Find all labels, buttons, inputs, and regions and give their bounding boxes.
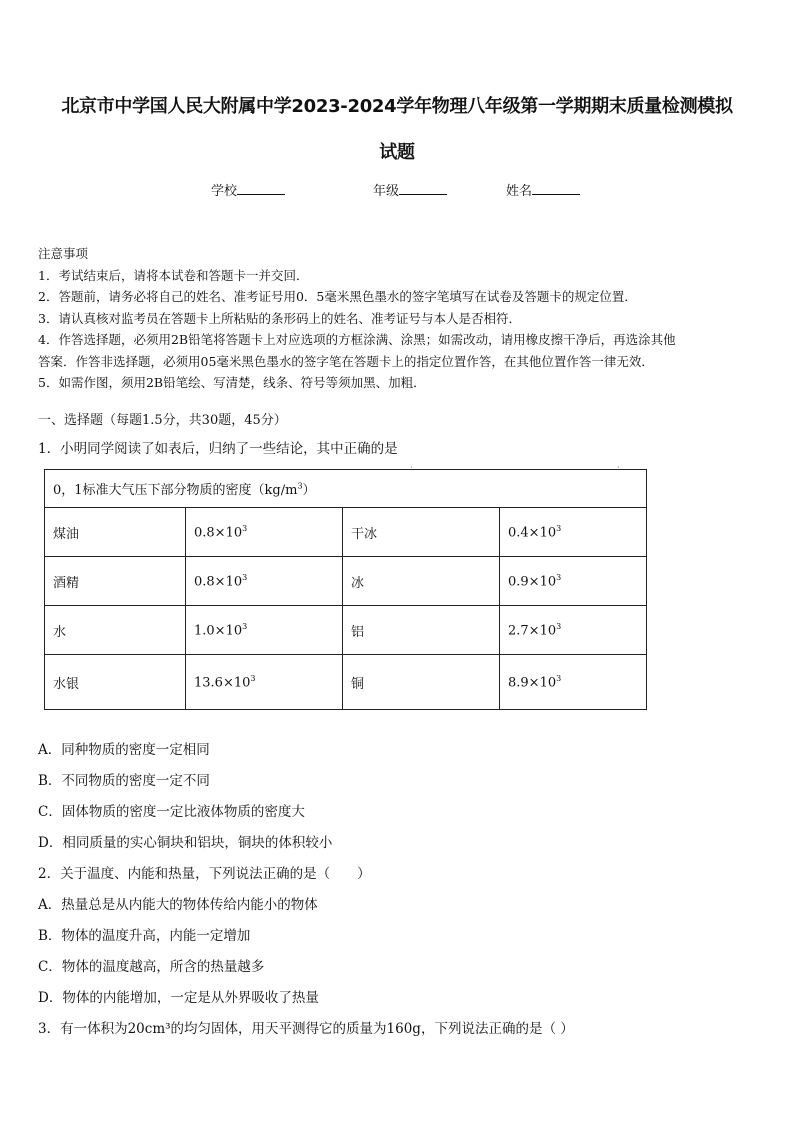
exam-title-line1: 北京市中学国人民大附属中学2023-2024学年物理八年级第一学期期末质量检测模拟 [61,96,733,117]
q2-option-b[interactable]: B．物体的温度升高，内能一定增加 [38,928,251,944]
substance-cell: 煤油 [45,508,186,557]
density-table [44,469,647,710]
density-cell: $13.6\times 10^3$ [186,655,343,710]
substance-cell: 酒精 [45,557,186,606]
grade-field[interactable] [373,180,447,199]
notes-heading: 注意事项 [38,246,89,261]
grade-label: 年级 [373,184,400,199]
question-3-stem: 3．有一体积为20cm³的均匀固体，用天平测得它的质量为160g，下列说法正确的是（ ） [38,1021,574,1037]
density-cell: $1.0\times 10^3$ [186,606,343,655]
section-heading: 一、选择题（每题1.5分，共30题，45分） [38,413,287,428]
note-item-4: 4．作答选择题，必须用2B铅笔将答题卡上对应选项的方框涂满、涂黑；如需改动，请用橡皮擦干净后，再选涂其他 [38,332,676,347]
question-2-stem: 2．关于温度、内能和热量，下列说法正确的是（ ） [38,866,371,882]
q1-option-d[interactable]: D．相同质量的实心铜块和铝块，铜块的体积较小 [38,835,333,851]
exam-title-line2: 试题 [379,142,415,163]
q2-option-c[interactable]: C．物体的温度越高，所含的热量越多 [38,959,265,975]
table-row [45,655,647,710]
note-item-3: 3．请认真核对监考员在答题卡上所粘贴的条形码上的姓名、准考证号与本人是否相符． [38,310,521,326]
substance-cell: 干冰 [343,508,500,557]
name-label: 姓名 [506,184,533,199]
density-cell: $0.9\times 10^3$ [500,557,647,606]
density-cell: $0.8\times 10^3$ [186,508,343,557]
scan-dot: · [410,463,413,472]
density-cell: $0.4\times 10^3$ [500,508,647,557]
note-item-5: 5．如需作图，须用2B铅笔绘、写清楚，线条、符号等须加黑、加粗． [38,375,426,390]
note-item-1: 1．考试结束后，请将本试卷和答题卡一并交回． [38,267,309,283]
density-cell: $2.7\times 10^3$ [500,606,647,655]
school-field[interactable] [211,180,285,199]
substance-cell: 水 [45,606,186,655]
density-cell: $8.9\times 10^3$ [500,655,647,710]
question-1-stem: 1．小明同学阅读了如表后，归纳了一些结论，其中正确的是 [38,441,398,457]
q2-option-d[interactable]: D．物体的内能增加，一定是从外界吸收了热量 [38,990,319,1006]
substance-cell: 冰 [343,557,500,606]
notes-section [38,243,758,394]
exam-title [30,84,764,176]
table-row [45,557,647,606]
substance-cell: 铝 [343,606,500,655]
table-row [45,508,647,557]
note-item-4-cont: 答案．作答非选择题，必须用05毫米黑色墨水的签字笔在答题卡上的指定位置作答，在其他位置作答一律无效． [38,353,654,369]
density-cell: $0.8\times 10^3$ [186,557,343,606]
q1-option-c[interactable]: C．固体物质的密度一定比液体物质的密度大 [38,804,305,820]
student-info-fields [0,180,794,200]
table-header-row [45,470,647,508]
substance-cell: 铜 [343,655,500,710]
q1-option-a[interactable]: A．同种物质的密度一定相同 [38,742,210,758]
q1-option-b[interactable]: B．不同物质的密度一定不同 [38,773,210,789]
table-row [45,606,647,655]
scan-dot: · [617,463,620,472]
school-label: 学校 [211,184,238,199]
name-field[interactable] [506,180,580,199]
q2-option-a[interactable]: A．热量总是从内能大的物体传给内能小的物体 [38,897,318,913]
table-caption: 0，1标准大气压下部分物质的密度$(kg/m^3)$ [45,470,647,508]
grade-blank[interactable] [399,180,447,195]
substance-cell: 水银 [45,655,186,710]
name-blank[interactable] [532,180,580,195]
note-item-2: 2．答题前，请务必将自己的姓名、准考证号用0．5毫米黑色墨水的签字笔填写在试卷及答题卡的规定位置． [38,289,637,304]
school-blank[interactable] [237,180,285,195]
